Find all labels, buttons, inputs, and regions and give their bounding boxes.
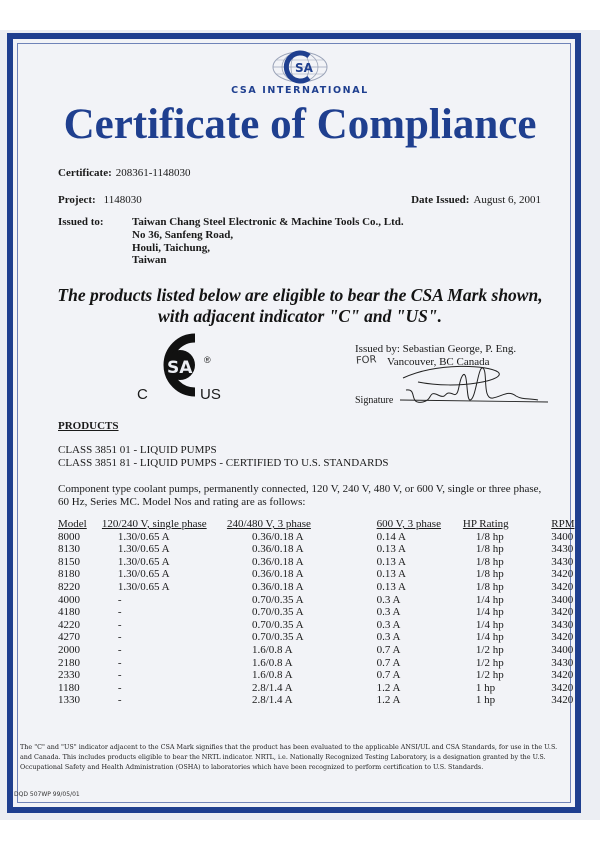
three-phase-cell: 0.36/0.18 A [251, 530, 304, 543]
single-phase-cell: - [117, 643, 122, 656]
single-phase-cell: - [117, 669, 122, 682]
rpm-cell: 3400 [551, 643, 574, 656]
table-row [58, 669, 600, 682]
600v-cell: 0.3 A [376, 618, 401, 631]
three-phase-cell: 0.70/0.35 A [251, 631, 304, 644]
600v-cell: 0.13 A [376, 568, 406, 581]
hp-rating-cell: 1/2 hp [475, 656, 504, 669]
rpm-cell: 3420 [551, 580, 574, 593]
model-cell: 2000 [58, 643, 80, 656]
rpm-cell: 3430 [551, 618, 574, 631]
rpm-cell: 3430 [551, 555, 574, 568]
600v-cell: 0.13 A [376, 555, 406, 568]
single-phase-cell: - [117, 656, 122, 669]
600v-cell: 0.13 A [376, 543, 406, 556]
600v-cell: 0.3 A [376, 593, 401, 606]
model-cell: 4180 [58, 606, 80, 619]
hp-rating-cell: 1/2 hp [475, 643, 504, 656]
form-code: DQD 507WP 99/05/01 [14, 791, 80, 798]
model-cell: 8000 [58, 530, 80, 543]
col-model: Model [58, 518, 87, 530]
issued-to-address [132, 216, 404, 267]
single-phase-cell: - [117, 593, 122, 606]
model-cell: 4000 [58, 593, 80, 606]
three-phase-cell: 0.36/0.18 A [251, 568, 304, 581]
table-row [58, 644, 600, 657]
table-row [58, 657, 600, 670]
single-phase-cell: 1.30/0.65 A [117, 580, 170, 593]
single-phase-cell: 1.30/0.65 A [117, 543, 170, 556]
single-phase-cell: - [117, 681, 122, 694]
600v-cell: 0.3 A [376, 631, 401, 644]
project-number: 1148030 [103, 194, 142, 206]
footnote: The "C" and "US" indicator adjacent to the CSA Mark signifies that the product has been evaluated to the applicable ANSI/UL and CSA Standards, for use in the U.S. and Canada. This includes products eligible to bear the NRTL indicator. NRTL, i.e. Nationally Recognized Testing Laboratory, is a designation granted by the U.S. Occupational Safety and Health Administration (OSHA) to laboratories which have been recognized to perform certification to U.S. Standards. [20, 743, 558, 771]
table-row [58, 581, 600, 594]
col-hp-rating: HP Rating [462, 518, 509, 530]
model-cell: 4220 [58, 618, 80, 631]
col-rpm: RPM [551, 518, 575, 530]
product-class: CLASS 3851 81 - LIQUID PUMPS - CERTIFIED TO U.S. STANDARDS [58, 457, 389, 469]
rpm-cell: 3420 [551, 568, 574, 581]
hp-rating-cell: 1/8 hp [475, 568, 504, 581]
model-cell: 8180 [58, 568, 80, 581]
date-issued-value: August 6, 2001 [473, 194, 541, 206]
table-row [58, 543, 600, 556]
model-cell: 8220 [58, 580, 80, 593]
address-line: Taiwan [132, 254, 167, 267]
products-heading: PRODUCTS [58, 420, 119, 432]
csa-globe-logo-icon [271, 50, 329, 84]
single-phase-cell: 1.30/0.65 A [117, 555, 170, 568]
three-phase-cell: 1.6/0.8 A [251, 643, 293, 656]
hp-rating-cell: 1/8 hp [475, 530, 504, 543]
hp-rating-cell: 1 hp [475, 694, 496, 707]
hp-rating-cell: 1 hp [475, 681, 496, 694]
rpm-cell: 3420 [551, 694, 574, 707]
certificate-number: 208361-1148030 [115, 167, 191, 179]
hp-rating-cell: 1/4 hp [475, 618, 504, 631]
model-cell: 4270 [58, 631, 80, 644]
rpm-cell: 3420 [551, 606, 574, 619]
hp-rating-cell: 1/2 hp [475, 669, 504, 682]
model-cell: 1180 [58, 681, 80, 694]
table-row [58, 619, 600, 632]
signature-label: Signature [355, 395, 394, 406]
rpm-cell: 3400 [551, 593, 574, 606]
signature-scribble [398, 360, 558, 415]
table-row [58, 531, 600, 544]
address-line: Houli, Taichung, [132, 241, 210, 254]
three-phase-cell: 0.70/0.35 A [251, 593, 304, 606]
table-row [58, 606, 600, 619]
project-row [58, 190, 142, 208]
600v-cell: 0.7 A [376, 656, 401, 669]
hp-rating-cell: 1/4 hp [475, 593, 504, 606]
rpm-cell: 3420 [551, 669, 574, 682]
col-600v: 600 V, 3 phase [376, 518, 441, 530]
600v-cell: 0.14 A [376, 530, 406, 543]
600v-cell: 1.2 A [376, 681, 401, 694]
single-phase-cell: - [117, 631, 122, 644]
project-label: Project: [58, 194, 96, 206]
certificate-number-row [58, 163, 191, 181]
three-phase-cell: 0.36/0.18 A [251, 543, 304, 556]
three-phase-cell: 0.36/0.18 A [251, 555, 304, 568]
ratings-table [58, 518, 600, 707]
address-line: Taiwan Chang Steel Electronic & Machine Tools Co., Ltd. [132, 216, 404, 228]
model-cell: 1330 [58, 694, 80, 707]
600v-cell: 0.3 A [376, 606, 401, 619]
statement-line: with adjacent indicator "C" and "US". [158, 306, 442, 326]
single-phase-cell: - [117, 694, 122, 707]
table-row [58, 594, 600, 607]
three-phase-cell: 0.70/0.35 A [251, 618, 304, 631]
model-cell: 2330 [58, 669, 80, 682]
single-phase-cell: 1.30/0.65 A [117, 568, 170, 581]
hp-rating-cell: 1/4 hp [475, 631, 504, 644]
product-class: CLASS 3851 01 - LIQUID PUMPS [58, 444, 217, 456]
three-phase-cell: 0.36/0.18 A [251, 580, 304, 593]
three-phase-cell: 0.70/0.35 A [251, 606, 304, 619]
600v-cell: 0.13 A [376, 580, 406, 593]
rpm-cell: 3420 [551, 681, 574, 694]
single-phase-cell: 1.30/0.65 A [117, 530, 170, 543]
svg-text:SA: SA [167, 358, 193, 378]
col-single-phase: 120/240 V, single phase [101, 518, 207, 530]
statement-line: The products listed below are eligible to bear the CSA Mark shown, [57, 285, 543, 305]
hp-rating-cell: 1/8 hp [475, 543, 504, 556]
table-header-row [58, 518, 600, 531]
table-row [58, 631, 600, 644]
600v-cell: 0.7 A [376, 643, 401, 656]
indicator-us: US [200, 386, 221, 403]
page-title: Certificate of Compliance [63, 101, 537, 148]
table-row [58, 556, 600, 569]
model-cell: 2180 [58, 656, 80, 669]
organization-name: CSA INTERNATIONAL [231, 85, 369, 96]
rpm-cell: 3420 [551, 631, 574, 644]
three-phase-cell: 1.6/0.8 A [251, 656, 293, 669]
eligibility-statement [0, 285, 600, 327]
three-phase-cell: 1.6/0.8 A [251, 669, 293, 682]
product-description: Component type coolant pumps, permanently connected, 120 V, 240 V, 480 V, or 600 V, single or three phase, [58, 483, 542, 495]
single-phase-cell: - [117, 618, 122, 631]
svg-text:SA: SA [295, 61, 313, 75]
three-phase-cell: 2.8/1.4 A [251, 681, 293, 694]
date-issued-label: Date Issued: [411, 194, 470, 206]
certificate-label: Certificate: [58, 167, 112, 179]
600v-cell: 1.2 A [376, 694, 401, 707]
table-row [58, 682, 600, 695]
registered-mark: ® [204, 355, 211, 365]
issuer-location: Vancouver, BC Canada [387, 356, 490, 368]
product-description: 60 Hz, Series MC. Model Nos and rating are as follows: [58, 496, 306, 508]
600v-cell: 0.7 A [376, 669, 401, 682]
indicator-c: C [137, 386, 148, 403]
address-line: No 36, Sanfeng Road, [132, 228, 234, 241]
table-row [58, 568, 600, 581]
for-handwritten: FOR [355, 354, 377, 367]
certificate-sheet [0, 30, 600, 820]
single-phase-cell: - [117, 606, 122, 619]
rpm-cell: 3430 [551, 543, 574, 556]
hp-rating-cell: 1/8 hp [475, 555, 504, 568]
issued-by: Issued by: Sebastian George, P. Eng. [355, 343, 517, 355]
issued-to-label: Issued to: [58, 216, 104, 228]
table-row [58, 694, 600, 707]
model-cell: 8150 [58, 555, 80, 568]
three-phase-cell: 2.8/1.4 A [251, 694, 293, 707]
col-three-phase: 240/480 V, 3 phase [226, 518, 311, 530]
rpm-cell: 3400 [551, 530, 574, 543]
rpm-cell: 3430 [551, 656, 574, 669]
date-issued-row [411, 190, 541, 208]
hp-rating-cell: 1/8 hp [475, 580, 504, 593]
hp-rating-cell: 1/4 hp [475, 606, 504, 619]
model-cell: 8130 [58, 543, 80, 556]
